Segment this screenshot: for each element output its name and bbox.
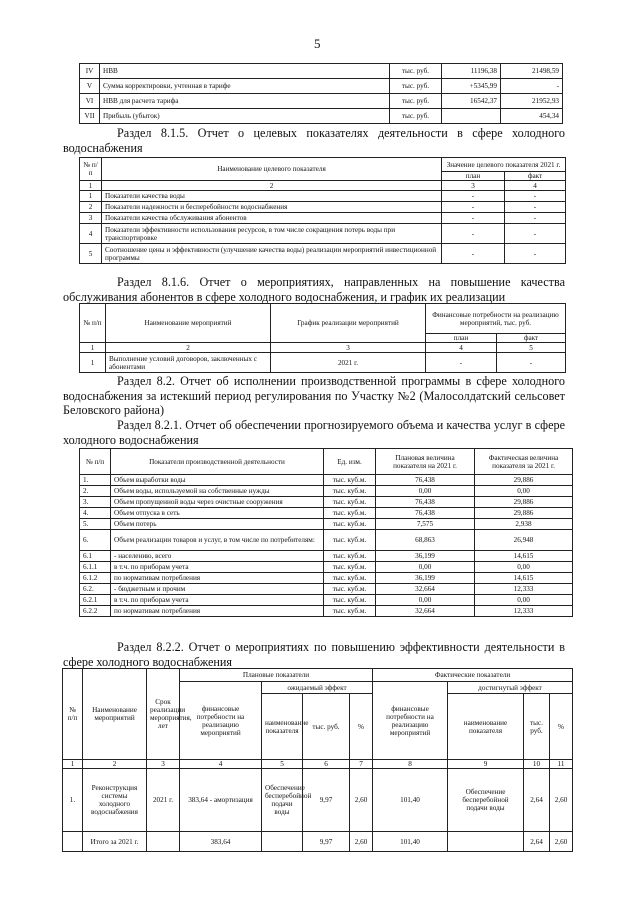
table-row <box>80 109 563 124</box>
table-row <box>80 79 563 94</box>
efficiency-measures-table <box>62 668 573 852</box>
row-name: Показатели эффективности использования ресурсов, в том числе сокращения потерь воды при транспортировке <box>102 224 442 244</box>
row-number: 1 <box>80 191 102 202</box>
row-unit: тыс. куб.м. <box>324 530 376 551</box>
table-row <box>80 94 563 109</box>
row-name: Соотношение цены и эффективности (улучшение качества воды) реализации мероприятий инвестиционной программы <box>102 244 442 264</box>
col-header-unit: Ед. изм. <box>324 449 376 475</box>
column-index: 11 <box>550 760 573 769</box>
table-row <box>80 244 566 264</box>
row-fact: - <box>505 191 566 202</box>
table-row <box>80 486 573 497</box>
col-header-rub: тыс. руб. <box>303 694 350 760</box>
row-plan: 0,00 <box>376 486 475 497</box>
row-rub-fact: 2,64 <box>524 769 550 832</box>
table-row <box>80 508 573 519</box>
col-header-name: Показатели производственной деятельности <box>111 449 324 475</box>
column-index: 4 <box>505 181 566 191</box>
row-fact: 26,948 <box>475 530 573 551</box>
row-schedule: 2021 г. <box>271 353 426 373</box>
row-number: 5. <box>80 519 111 530</box>
row-unit: тыс. куб.м. <box>324 486 376 497</box>
row-plan: 7,575 <box>376 519 475 530</box>
row-unit: тыс. руб. <box>390 109 442 124</box>
top-financial-table <box>79 63 563 124</box>
row-name: в т.ч. по приборам учета <box>111 562 324 573</box>
row-value-2: 21498,59 <box>501 64 563 79</box>
row-plan: 36,199 <box>376 573 475 584</box>
row-unit: тыс. куб.м. <box>324 475 376 486</box>
col-header-plan-group: Плановые показатели <box>180 669 373 682</box>
col-header-indicator-name: наименование показателя <box>262 694 303 760</box>
row-name: Выполнение условий договоров, заключенных с абонентами <box>106 353 271 373</box>
total-label: Итого за 2021 г. <box>83 832 147 852</box>
col-header-number: № п/п <box>63 669 83 760</box>
row-unit: тыс. куб.м. <box>324 508 376 519</box>
row-name: по нормативам потребления <box>111 573 324 584</box>
row-number: 5 <box>80 244 102 264</box>
column-index-row <box>63 760 573 769</box>
row-number: 4. <box>80 508 111 519</box>
row-fact: 29,886 <box>475 497 573 508</box>
row-fact: 0,00 <box>475 562 573 573</box>
row-name: Объем пропущенной воды через очистные сооружения <box>111 497 324 508</box>
row-number: V <box>80 79 100 94</box>
row-name: Показатели качества воды <box>102 191 442 202</box>
table-row <box>80 562 573 573</box>
column-index: 2 <box>102 181 442 191</box>
row-plan: 0,00 <box>376 595 475 606</box>
row-number: 3. <box>80 497 111 508</box>
row-pct: 2,60 <box>350 769 373 832</box>
row-fact: 0,00 <box>475 595 573 606</box>
column-index: 10 <box>524 760 550 769</box>
row-name: НВВ <box>100 64 390 79</box>
row-pct-fact: 2,60 <box>550 769 573 832</box>
empty-cell <box>448 832 524 852</box>
row-unit: тыс. куб.м. <box>324 519 376 530</box>
row-unit: тыс. куб.м. <box>324 573 376 584</box>
column-index: 8 <box>373 760 448 769</box>
total-fin-fact: 101,40 <box>373 832 448 852</box>
row-value-2: 21952,93 <box>501 94 563 109</box>
row-fin-plan: 383,64 - амортизация <box>180 769 262 832</box>
page-number: 5 <box>314 36 321 51</box>
row-number: 6.1.2 <box>80 573 111 584</box>
table-row <box>80 530 573 551</box>
column-index-row <box>80 181 566 191</box>
col-header-expected-effect: ожидаемый эффект <box>262 682 373 694</box>
row-name: Объем отпуска в сеть <box>111 508 324 519</box>
row-fact: 0,00 <box>475 486 573 497</box>
row-plan: 32,664 <box>376 606 475 617</box>
empty-cell <box>147 832 180 852</box>
table-row <box>80 606 573 617</box>
row-name: Объем выработки воды <box>111 475 324 486</box>
col-header-rub: тыс. руб. <box>524 694 550 760</box>
row-fact: - <box>505 224 566 244</box>
row-number: 6.2.2 <box>80 606 111 617</box>
table-row <box>80 519 573 530</box>
table-row <box>80 213 566 224</box>
table-row <box>80 497 573 508</box>
table-row <box>80 584 573 595</box>
column-index: 7 <box>350 760 373 769</box>
row-name: - бюджетным и прочим <box>111 584 324 595</box>
row-value-2: - <box>501 79 563 94</box>
section-8-2-1-heading: Раздел 8.2.1. Отчет об обеспечении прогнозируемого объема и качества услуг в сфере холодного водоснабжения <box>63 418 565 447</box>
col-header-schedule: График реализации мероприятий <box>271 304 426 343</box>
row-number: 1 <box>80 353 106 373</box>
row-indicator-fact: Обеспечение бесперебойной подачи воды <box>448 769 524 832</box>
table-row <box>80 224 566 244</box>
row-fact: - <box>497 353 566 373</box>
row-number: 6.2. <box>80 584 111 595</box>
col-header-name: Наименование целевого показателя <box>102 158 442 181</box>
section-8-1-6-heading: Раздел 8.1.6. Отчет о мероприятиях, направленных на повышение качества обслуживания абонентов в сфере холодного водоснабжения, и график их реализации <box>63 275 565 304</box>
column-index: 6 <box>303 760 350 769</box>
row-number: IV <box>80 64 100 79</box>
section-8-2-heading: Раздел 8.2. Отчет об исполнении производственной программы в сфере холодного водоснабжения за истекший период регулирования по Участку №2 (Малосолдатский сельсовет Беловского района) <box>63 374 565 417</box>
row-number: 3 <box>80 213 102 224</box>
row-number: 6. <box>80 530 111 551</box>
row-fact: 14,615 <box>475 551 573 562</box>
empty-cell <box>262 832 303 852</box>
col-header-plan: план <box>442 172 505 181</box>
col-header-pct: % <box>550 694 573 760</box>
row-value-1: 11196,38 <box>442 64 501 79</box>
row-fact: 29,886 <box>475 475 573 486</box>
row-value-1 <box>442 109 501 124</box>
row-plan: 0,00 <box>376 562 475 573</box>
row-number: 6.1 <box>80 551 111 562</box>
table-row <box>80 595 573 606</box>
row-name: в т.ч. по приборам учета <box>111 595 324 606</box>
row-fact: 29,886 <box>475 508 573 519</box>
row-term: 2021 г. <box>147 769 180 832</box>
col-header-name: Наименование мероприятий <box>83 669 147 760</box>
row-number: VII <box>80 109 100 124</box>
total-rub: 9,97 <box>303 832 350 852</box>
total-row <box>63 832 573 852</box>
table-row <box>80 551 573 562</box>
section-8-2-2-heading: Раздел 8.2.2. Отчет о мероприятиях по повышению эффективности деятельности в сфере холодного водоснабжения <box>63 640 565 669</box>
row-name: Показатели надежности и бесперебойности водоснабжения <box>102 202 442 213</box>
row-name: Сумма корректировки, учтенная в тарифе <box>100 79 390 94</box>
column-index: 5 <box>262 760 303 769</box>
row-fact: 2,938 <box>475 519 573 530</box>
row-plan: - <box>442 224 505 244</box>
row-plan: 32,664 <box>376 584 475 595</box>
empty-cell <box>63 832 83 852</box>
column-index: 1 <box>80 181 102 191</box>
row-name: Реконструкция системы холодного водоснабжения <box>83 769 147 832</box>
row-rub: 9,97 <box>303 769 350 832</box>
service-measures-table <box>79 303 566 373</box>
row-fact: - <box>505 202 566 213</box>
table-row <box>80 475 573 486</box>
table-row <box>80 573 573 584</box>
row-value-2: 454,34 <box>501 109 563 124</box>
table-row <box>80 191 566 202</box>
column-index: 2 <box>83 760 147 769</box>
col-header-plan: Плановая величина показателя на 2021 г. <box>376 449 475 475</box>
row-number: 4 <box>80 224 102 244</box>
table-row <box>80 64 563 79</box>
col-header-number: № п/п <box>80 449 111 475</box>
row-plan: 76,438 <box>376 508 475 519</box>
total-rub-fact: 2,64 <box>524 832 550 852</box>
row-fact: - <box>505 244 566 264</box>
total-fin-plan: 383,64 <box>180 832 262 852</box>
row-fin-fact: 101,40 <box>373 769 448 832</box>
col-header-fact: Фактическая величина показателя за 2021 г. <box>475 449 573 475</box>
row-plan: - <box>442 244 505 264</box>
col-header-pct: % <box>350 694 373 760</box>
row-plan: - <box>442 191 505 202</box>
row-unit: тыс. куб.м. <box>324 606 376 617</box>
row-number: 1. <box>80 475 111 486</box>
row-number: 2 <box>80 202 102 213</box>
col-header-fin-plan: финансовые потребности на реализацию мероприятий <box>180 682 262 760</box>
column-index: 5 <box>497 343 566 353</box>
row-unit: тыс. руб. <box>390 64 442 79</box>
table-row <box>80 353 566 373</box>
column-index: 9 <box>448 760 524 769</box>
row-unit: тыс. куб.м. <box>324 562 376 573</box>
row-plan: - <box>442 202 505 213</box>
row-fact: 14,615 <box>475 573 573 584</box>
row-number: 2. <box>80 486 111 497</box>
row-number: 6.2.1 <box>80 595 111 606</box>
row-plan: 76,438 <box>376 497 475 508</box>
col-header-fact: факт <box>497 334 566 343</box>
col-header-number: № п/п <box>80 304 106 343</box>
col-header-financial: Финансовые потребности на реализацию мероприятий, тыс. руб. <box>426 304 566 334</box>
row-plan: 36,199 <box>376 551 475 562</box>
row-unit: тыс. руб. <box>390 79 442 94</box>
row-unit: тыс. куб.м. <box>324 595 376 606</box>
col-header-indicator-name: наименование показателя <box>448 694 524 760</box>
col-header-achieved-effect: достигнутый эффект <box>448 682 573 694</box>
row-value-1: +5345,99 <box>442 79 501 94</box>
column-index: 1 <box>80 343 106 353</box>
row-unit: тыс. куб.м. <box>324 551 376 562</box>
table-row <box>63 769 573 832</box>
row-unit: тыс. куб.м. <box>324 497 376 508</box>
column-index: 4 <box>426 343 497 353</box>
column-index: 1 <box>63 760 83 769</box>
table-row <box>80 202 566 213</box>
column-index: 4 <box>180 760 262 769</box>
row-name: - населению, всего <box>111 551 324 562</box>
col-header-name: Наименование мероприятий <box>106 304 271 343</box>
row-plan: - <box>426 353 497 373</box>
row-name: Объем воды, используемой на собственные нужды <box>111 486 324 497</box>
column-index: 3 <box>147 760 180 769</box>
row-fact: - <box>505 213 566 224</box>
row-value-1: 16542,37 <box>442 94 501 109</box>
row-unit: тыс. куб.м. <box>324 584 376 595</box>
total-pct-fact: 2,60 <box>550 832 573 852</box>
column-index: 2 <box>106 343 271 353</box>
section-8-1-5-heading: Раздел 8.1.5. Отчет о целевых показателях деятельности в сфере холодного водоснабжения <box>63 126 565 155</box>
row-plan: 68,863 <box>376 530 475 551</box>
row-number: 6.1.1 <box>80 562 111 573</box>
col-header-fact-group: Фактические показатели <box>373 669 573 682</box>
column-index: 3 <box>442 181 505 191</box>
row-indicator: Обеспечение бесперебойной подачи воды <box>262 769 303 832</box>
row-fact: 12,333 <box>475 584 573 595</box>
row-name: Объем потерь <box>111 519 324 530</box>
col-header-fin-fact: финансовые потребности на реализацию мероприятий <box>373 682 448 760</box>
col-header-value: Значение целевого показателя 2021 г. <box>442 158 566 172</box>
column-index-row <box>80 343 566 353</box>
target-indicators-table <box>79 157 566 264</box>
col-header-plan: план <box>426 334 497 343</box>
row-fact: 12,333 <box>475 606 573 617</box>
row-plan: - <box>442 213 505 224</box>
total-pct: 2,60 <box>350 832 373 852</box>
row-name: Объем реализации товаров и услуг, в том числе по потребителям: <box>111 530 324 551</box>
col-header-fact: факт <box>505 172 566 181</box>
col-header-number: № п/п <box>80 158 102 181</box>
col-header-term: Срок реализации мероприятия, лет <box>147 669 180 760</box>
row-number: VI <box>80 94 100 109</box>
row-name: по нормативам потребления <box>111 606 324 617</box>
production-program-table <box>79 448 573 617</box>
row-plan: 76,438 <box>376 475 475 486</box>
row-name: Прибыль (убыток) <box>100 109 390 124</box>
row-number: 1. <box>63 769 83 832</box>
column-index: 3 <box>271 343 426 353</box>
row-name: Показатели качества обслуживания абонентов <box>102 213 442 224</box>
row-unit: тыс. руб. <box>390 94 442 109</box>
row-name: НВВ для расчета тарифа <box>100 94 390 109</box>
